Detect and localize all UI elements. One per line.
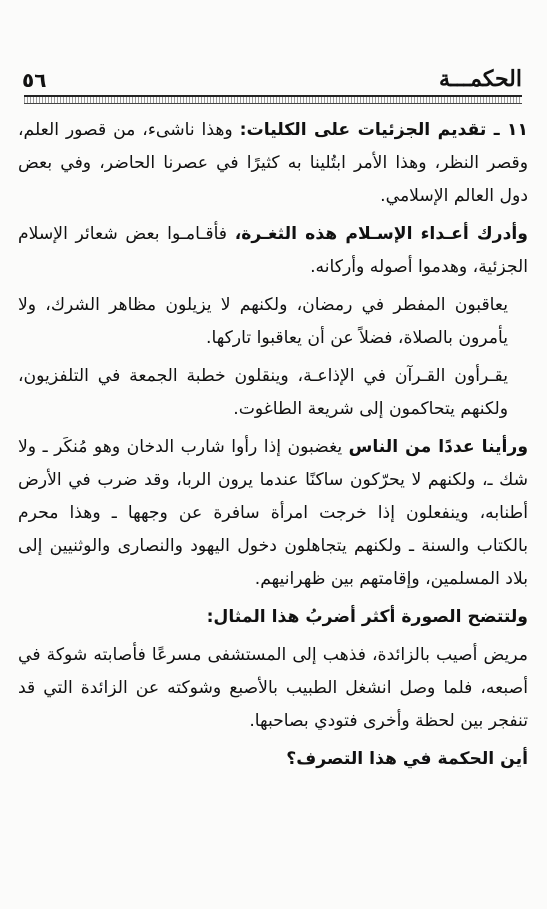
closing-question: أين الحكمة في هذا التصرف؟ — [286, 749, 528, 769]
header-rule — [24, 95, 522, 104]
paragraph-6 — [18, 601, 528, 634]
example-heading: ولتتضح الصورة أكثر أضربُ هذا المثال: — [206, 607, 528, 627]
paragraph-text: وهذا ناشىء، من قصور العلم، وقصر النظر، وهذا الأمر ابتُلينا به كثيرًا في عصرنا الحاضر، وفي بعض دول العالم الإسلامي. — [18, 120, 528, 206]
paragraph-text: مريض أصيب بالزائدة، فذهب إلى المستشفى مسرعًا فأصابته شوكة في أصبعه، فلما وصل انشغل الطبيب بالأصبع وشوكته عن الزائدة التي قد تنفجر بين لحظة وأخرى فتودي بصاحبها. — [18, 645, 528, 731]
paragraph-lead: ورأينا عددًا من الناس — [348, 437, 529, 457]
paragraph-5 — [18, 431, 528, 596]
paragraph-text: يعاقبون المفطر في رمضان، ولكنهم لا يزيلون مظاهر الشرك، ولا يأمرون بالصلاة، فضلاً عن أن يعاقبوا تاركها. — [18, 295, 508, 348]
page-number: ٥٦ — [22, 68, 47, 92]
running-title: الحكمـــة — [438, 66, 522, 92]
paragraph-text: فأقـامـوا بعض شعائر الإسلام الجزئية، وهدموا أصوله وأركانه. — [18, 224, 528, 277]
paragraph-2 — [18, 218, 528, 284]
paragraph-1 — [18, 114, 528, 213]
paragraph-8 — [18, 743, 528, 776]
page-header — [22, 58, 522, 92]
paragraph-7 — [18, 639, 528, 738]
paragraph-text: يقـرأون القـرآن في الإذاعـة، وينقلون خطبة الجمعة في التلفزيون، ولكنهم يتحاكمون إلى شريعة الطاغوت. — [18, 366, 508, 419]
paragraph-text: يغضبون إذا رأوا شارب الدخان وهو مُنكَر ـ ولا شك ـ، ولكنهم لا يحرّكون ساكنًا عندما يرون الربا، وقد ضرب في الأرض أطنابه، وينفعلون إذا خرجت امرأة سافرة عن وجهها ـ وهذا محرم بالكتاب والسنة ـ ولكنهم يتجاهلون دخول اليهود والنصارى والوثنيين إلى بلاد المسلمين، وإقامتهم بين ظهرانيهم. — [18, 437, 528, 589]
paragraph-3 — [18, 289, 528, 355]
paragraph-4 — [18, 360, 528, 426]
paragraph-lead: وأدرك أعـداء الإسـلام هذه الثغـرة، — [234, 224, 528, 244]
point-11-heading: ١١ ـ تقديم الجزئيات على الكليات: — [239, 120, 528, 140]
body-text — [18, 114, 528, 781]
